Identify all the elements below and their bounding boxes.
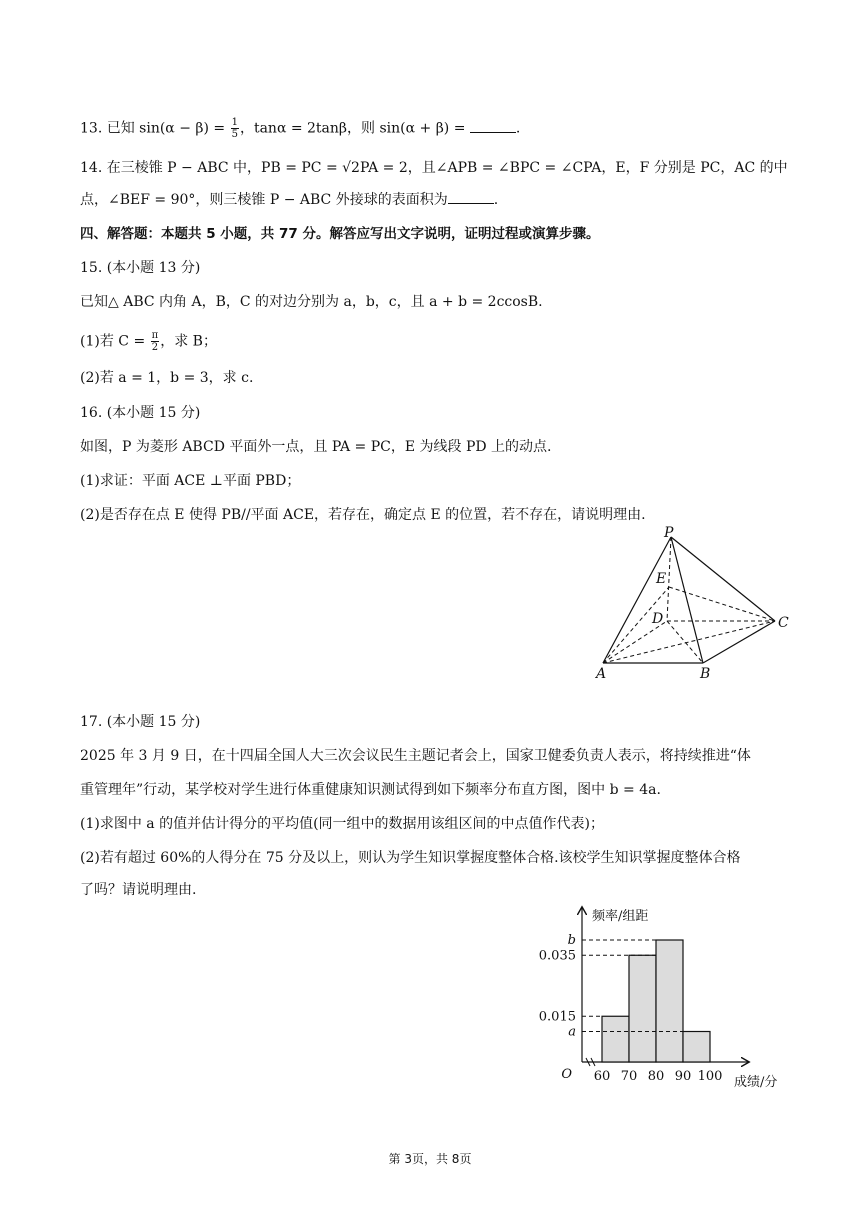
page-footer: 第 3页，共 8页 — [388, 1152, 472, 1166]
question-17-part-2b: 了吗？请说明理由. — [80, 882, 197, 898]
histogram-bar-60-70 — [602, 1016, 629, 1062]
pyramid-figure — [590, 525, 800, 690]
q15-fraction: $\frac{\pi}{2}$ — [151, 330, 159, 353]
question-15-part-2: (2)若 a = 1，b = 3，求 c. — [80, 370, 254, 386]
question-17-heading: 17. (本小题 15 分) — [80, 714, 201, 730]
y-tick-label-1: 0.035 — [538, 948, 576, 964]
question-13: 13. 已知 sin(α − β) = $\frac{1}{5}$ ，tanα = 2tanβ，则 sin(α + β) = . — [80, 117, 521, 140]
answer-blank — [470, 120, 516, 133]
y-axis-title: 频率/组距 — [592, 909, 649, 924]
label-e: E — [656, 571, 667, 587]
edge-pd — [667, 537, 671, 621]
histogram-bar-80-90 — [656, 940, 683, 1062]
y-tick-label-2: 0.015 — [538, 1009, 576, 1025]
segment-ec — [669, 587, 775, 621]
question-17-part-2a: (2)若有超过 60%的人得分在 75 分及以上，则认为学生知识掌握度整体合格.该校学生知识掌握度整体合格 — [80, 850, 741, 866]
question-17-line-2: 重管理年”行动，某学校对学生进行体重健康知识测试得到如下频率分布直方图，图中 b = 4a. — [80, 782, 661, 798]
histogram-bar-70-80 — [629, 955, 656, 1062]
question-15-part-1: (1)若 C = $\frac{\pi}{2}$ ，求 B； — [80, 330, 217, 353]
histogram-bar-90-100 — [683, 1032, 710, 1063]
edge-pa — [603, 537, 671, 663]
x-tick-label-100: 100 — [697, 1069, 723, 1084]
edge-pc — [671, 537, 775, 621]
label-a: A — [596, 666, 607, 682]
question-14-line-1: 14. 在三棱锥 P − ABC 中，PB = PC = √2PA = 2，且∠APB = ∠BPC = ∠CPA，E，F 分别是 PC，AC 的中 — [80, 160, 788, 176]
edge-ad — [603, 621, 667, 663]
question-16-heading: 16. (本小题 15 分) — [80, 405, 201, 421]
diagonal-ac — [603, 621, 775, 663]
q13-text-start: 13. 已知 sin(α − β) = — [80, 120, 230, 137]
frequency-histogram — [520, 900, 800, 1100]
label-p: P — [664, 525, 674, 541]
question-15-stem: 已知△ ABC 内角 A，B，C 的对边分别为 a，b，c，且 a + b = 2ccosB. — [80, 294, 543, 310]
origin-label: O — [561, 1067, 572, 1082]
question-16-stem: 如图，P 为菱形 ABCD 平面外一点，且 PA = PC，E 为线段 PD 上的动点. — [80, 439, 552, 455]
question-15-heading: 15. (本小题 13 分) — [80, 260, 201, 276]
answer-blank — [448, 191, 494, 204]
x-tick-label-90: 90 — [674, 1069, 692, 1084]
q13-fraction: $\frac{1}{5}$ — [231, 117, 238, 140]
label-b: B — [700, 666, 711, 682]
question-16-part-2: (2)是否存在点 E 使得 PB//平面 ACE，若存在，确定点 E 的位置，若不存在，请说明理由. — [80, 507, 646, 523]
label-c: C — [778, 615, 789, 631]
y-tick-label-3: a — [568, 1024, 576, 1040]
question-17-line-1: 2025 年 3 月 9 日，在十四届全国人大三次会议民生主题记者会上，国家卫健委负责人表示，将持续推进“体 — [80, 748, 751, 764]
question-17-part-1: (1)求图中 a 的值并估计得分的平均值(同一组中的数据用该组区间的中点值作代表)； — [80, 816, 604, 832]
question-16-part-1: (1)求证：平面 ACE ⊥平面 PBD； — [80, 473, 301, 489]
label-d: D — [652, 611, 664, 627]
y-tick-label-0: b — [567, 933, 576, 948]
x-tick-label-70: 70 — [620, 1069, 638, 1084]
x-tick-label-80: 80 — [647, 1069, 665, 1084]
x-tick-label-60: 60 — [593, 1069, 611, 1084]
section-heading: 四、解答题：本题共 5 小题，共 77 分。解答应写出文字说明，证明过程或演算步骤。 — [80, 226, 600, 242]
question-14-line-2: 点，∠BEF = 90°，则三棱锥 P − ABC 外接球的表面积为 . — [80, 192, 499, 208]
q13-text-mid: ，tanα = 2tanβ，则 sin(α + β) = — [239, 120, 470, 137]
x-axis-title: 成绩/分 — [734, 1075, 778, 1090]
edge-bc — [703, 621, 775, 663]
